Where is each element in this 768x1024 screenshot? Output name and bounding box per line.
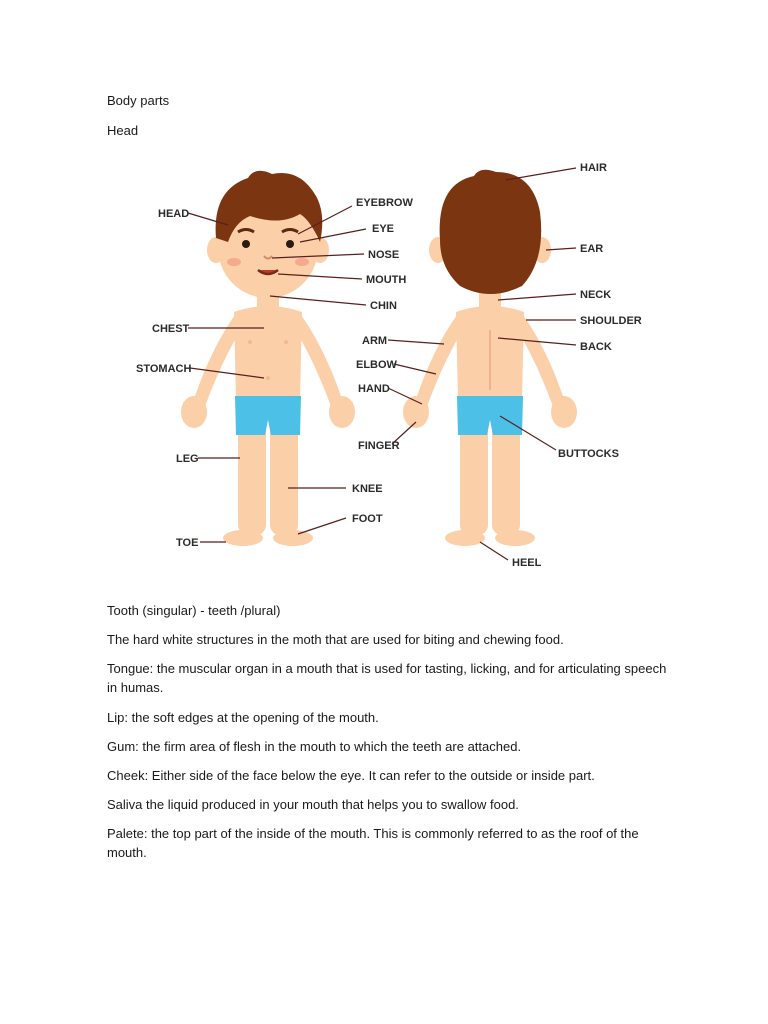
- front-mouth: [258, 270, 278, 274]
- label-chest: CHEST: [152, 323, 190, 335]
- paragraph-tooth-definition: The hard white structures in the moth that are used for biting and chewing food.: [107, 632, 564, 647]
- front-right-hand: [329, 396, 355, 428]
- front-shorts: [235, 396, 301, 435]
- front-eye-left: [242, 240, 250, 248]
- paragraph-tongue: Tongue: the muscular organ in a mouth that is used for tasting, licking, and for articulating speech in humas.: [107, 661, 667, 695]
- paragraph-saliva: Saliva the liquid produced in your mouth that helps you to swallow food.: [107, 797, 519, 812]
- front-cheek-right: [295, 258, 309, 266]
- front-nipple-left: [248, 340, 252, 344]
- document-subtitle: Head: [107, 123, 139, 138]
- front-right-leg: [270, 420, 298, 535]
- back-shorts: [457, 396, 523, 435]
- label-hair: HAIR: [580, 162, 607, 174]
- front-cheek-left: [227, 258, 241, 266]
- label-head: HEAD: [158, 208, 190, 220]
- body-diagram-svg: [130, 150, 660, 580]
- label-nose: NOSE: [368, 249, 400, 261]
- label-toe: TOE: [176, 537, 199, 549]
- front-left-hand: [181, 396, 207, 428]
- back-figure: [403, 170, 577, 546]
- label-chin: CHIN: [370, 300, 397, 312]
- front-figure: [181, 171, 355, 546]
- back-right-foot: [495, 530, 535, 546]
- back-right-leg: [492, 420, 520, 535]
- label-eye: EYE: [372, 223, 395, 235]
- label-elbow: ELBOW: [356, 359, 397, 371]
- front-left-foot: [223, 530, 263, 546]
- front-torso: [234, 306, 302, 404]
- paragraph-tooth: Tooth (singular) - teeth /plural): [107, 603, 281, 618]
- back-right-hand: [551, 396, 577, 428]
- body-parts-illustration: [130, 150, 660, 580]
- paragraph-lip: Lip: the soft edges at the opening of the mouth.: [107, 710, 379, 725]
- label-leg: LEG: [176, 453, 199, 465]
- label-heel: HEEL: [512, 557, 542, 569]
- front-nipple-right: [284, 340, 288, 344]
- label-finger: FINGER: [358, 440, 400, 452]
- document-title: Body parts: [107, 93, 170, 108]
- front-left-leg: [238, 420, 266, 535]
- label-ear: EAR: [580, 243, 604, 255]
- label-back: BACK: [580, 341, 612, 353]
- label-hand: HAND: [358, 383, 390, 395]
- paragraph-gum: Gum: the firm area of flesh in the mouth to which the teeth are attached.: [107, 739, 522, 754]
- label-shoulder: SHOULDER: [580, 315, 642, 327]
- paragraph-cheek: Cheek: Either side of the face below the eye. It can refer to the outside or inside part.: [107, 768, 595, 783]
- label-neck: NECK: [580, 289, 612, 301]
- label-buttocks: BUTTOCKS: [558, 448, 619, 460]
- label-arm: ARM: [362, 335, 388, 347]
- front-eye-right: [286, 240, 294, 248]
- label-foot: FOOT: [352, 513, 383, 525]
- front-right-foot: [273, 530, 313, 546]
- front-navel: [266, 376, 270, 380]
- label-eyebrow: EYEBROW: [356, 197, 413, 209]
- label-stomach: STOMACH: [136, 363, 192, 375]
- label-knee: KNEE: [352, 483, 383, 495]
- back-left-foot: [445, 530, 485, 546]
- back-left-leg: [460, 420, 488, 535]
- back-hair: [440, 170, 542, 294]
- paragraph-palete: Palete: the top part of the inside of the mouth. This is commonly referred to as the roof of the mouth.: [107, 826, 639, 860]
- label-mouth: MOUTH: [366, 274, 407, 286]
